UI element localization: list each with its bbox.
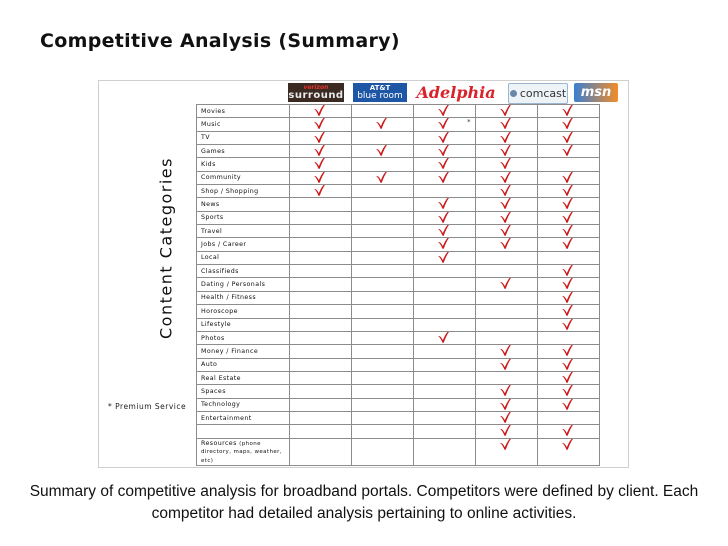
competitor-cell: [290, 438, 352, 466]
competitor-cell: [476, 398, 538, 411]
checkmark-icon: [560, 225, 577, 238]
checkmark-icon: [436, 118, 453, 131]
checkmark-icon: [498, 345, 515, 358]
category-label: [197, 251, 290, 264]
competitor-cell: [476, 238, 538, 251]
table-row: [197, 358, 600, 371]
checkmark-icon: [560, 291, 577, 304]
competitor-cell: [476, 131, 538, 144]
competitor-cell: [538, 278, 600, 291]
competitor-cell: [352, 371, 414, 384]
checkmark-icon: [436, 331, 453, 344]
competitor-cell: [290, 398, 352, 411]
category-label-text: Spaces: [201, 387, 226, 395]
checkmark-icon: [560, 185, 577, 198]
competitor-cell: [476, 145, 538, 158]
category-label-text: Real Estate: [201, 374, 241, 382]
competitor-cell: [352, 345, 414, 358]
competitor-cell: [538, 318, 600, 331]
competitor-cell: [290, 385, 352, 398]
competitor-cell: [352, 331, 414, 344]
category-label: [197, 265, 290, 278]
competitor-cell: [476, 251, 538, 264]
competitor-cell: [352, 318, 414, 331]
category-label: [197, 318, 290, 331]
checkmark-icon: [560, 438, 577, 451]
category-label-text: Horoscope: [201, 307, 238, 315]
checkmark-icon: [312, 145, 329, 158]
competitor-cell: [414, 118, 476, 131]
competitor-cell: [476, 158, 538, 171]
category-label: [197, 238, 290, 251]
competitor-cell: [290, 358, 352, 371]
checkmark-icon: [374, 171, 391, 184]
table-row: [197, 211, 600, 224]
competitor-cell: [290, 145, 352, 158]
competitor-cell: [538, 331, 600, 344]
competitor-cell: [290, 171, 352, 184]
competitor-cell: [414, 265, 476, 278]
checkmark-icon: [498, 398, 515, 411]
table-row: [197, 438, 600, 466]
competitor-cell: [476, 345, 538, 358]
category-label: [197, 278, 290, 291]
blue-room-logo-text: blue room: [357, 90, 403, 101]
category-label: [197, 118, 290, 131]
checkmark-icon: [436, 131, 453, 144]
competitor-cell: [414, 198, 476, 211]
content-categories-label: [152, 155, 180, 340]
premium-asterisk: *: [467, 118, 471, 127]
category-label: [197, 371, 290, 384]
premium-service-footnote: * Premium Service: [108, 402, 187, 411]
competitor-cell: [414, 278, 476, 291]
competitor-cell: [538, 345, 600, 358]
competitor-cell: [476, 411, 538, 424]
category-label: [197, 225, 290, 238]
page-title: Competitive Analysis (Summary): [40, 30, 400, 52]
table-row: [197, 185, 600, 198]
competitor-cell: [476, 105, 538, 118]
checkmark-icon: [560, 118, 577, 131]
checkmark-icon: [436, 171, 453, 184]
competitor-cell: [414, 238, 476, 251]
table-row: [197, 171, 600, 184]
category-label: [197, 438, 290, 466]
table-row: [197, 398, 600, 411]
table-row: [197, 371, 600, 384]
msn-logo: msn: [574, 83, 618, 102]
category-label: [197, 411, 290, 424]
att-blue-room-logo: [353, 83, 407, 102]
competitor-cell: [290, 198, 352, 211]
competitor-cell: [476, 371, 538, 384]
category-label: [197, 305, 290, 318]
category-label-text: Dating / Personals: [201, 281, 266, 289]
competitor-cell: [538, 131, 600, 144]
competitor-cell: [414, 411, 476, 424]
competitor-cell: [414, 105, 476, 118]
checkmark-icon: [498, 118, 515, 131]
competitor-cell: [290, 278, 352, 291]
checkmark-icon: [312, 118, 329, 131]
table-row: [197, 305, 600, 318]
competitor-cell: [352, 198, 414, 211]
competitor-cell: [414, 131, 476, 144]
competitor-cell: [414, 305, 476, 318]
competitor-cell: [290, 345, 352, 358]
competitor-cell: [476, 198, 538, 211]
checkmark-icon: [560, 198, 577, 211]
competitor-cell: [538, 371, 600, 384]
competitor-cell: [352, 158, 414, 171]
competitor-cell: [352, 145, 414, 158]
competitor-cell: [476, 331, 538, 344]
competitor-cell: [414, 185, 476, 198]
competitive-matrix-table: [196, 104, 600, 466]
verizon-logo-text: verizon: [303, 83, 329, 91]
checkmark-icon: [498, 145, 515, 158]
checkmark-icon: [436, 225, 453, 238]
category-label-text: Shop / Shopping: [201, 187, 259, 195]
competitor-cell: [352, 225, 414, 238]
competitor-cell: [352, 358, 414, 371]
table-row: [197, 265, 600, 278]
category-label-text: Lifestyle: [201, 321, 232, 329]
checkmark-icon: [436, 158, 453, 171]
competitor-cell: [352, 211, 414, 224]
competitor-cell: [290, 411, 352, 424]
checkmark-icon: [560, 385, 577, 398]
checkmark-icon: [560, 358, 577, 371]
checkmark-icon: [560, 171, 577, 184]
competitor-cell: [290, 371, 352, 384]
checkmark-icon: [560, 318, 577, 331]
category-label: [197, 198, 290, 211]
competitor-cell: [538, 185, 600, 198]
category-label: [197, 425, 290, 438]
checkmark-icon: [436, 105, 453, 118]
checkmark-icon: [560, 345, 577, 358]
competitor-cell: [352, 251, 414, 264]
checkmark-icon: [498, 411, 515, 424]
competitor-cell: [538, 118, 600, 131]
category-label: [197, 345, 290, 358]
competitor-cell: [476, 358, 538, 371]
competitor-cell: [352, 278, 414, 291]
competitor-cell: [476, 118, 538, 131]
checkmark-icon: [436, 145, 453, 158]
checkmark-icon: [498, 238, 515, 251]
category-label-text: Jobs / Career: [201, 241, 247, 249]
category-label: [197, 171, 290, 184]
competitor-cell: [290, 425, 352, 438]
category-label-text: Health / Fitness: [201, 294, 257, 302]
category-label-text: Photos: [201, 334, 225, 342]
competitor-cell: [290, 211, 352, 224]
category-label-text: Sports: [201, 214, 224, 222]
checkmark-icon: [498, 171, 515, 184]
competitor-cell: [352, 171, 414, 184]
competitor-cell: [290, 225, 352, 238]
category-label: [197, 211, 290, 224]
checkmark-icon: [374, 145, 391, 158]
competitor-cell: [538, 251, 600, 264]
competitor-cell: [538, 291, 600, 304]
competitor-cell: [352, 265, 414, 278]
checkmark-icon: [498, 425, 515, 438]
competitor-cell: [538, 211, 600, 224]
competitor-cell: [476, 291, 538, 304]
competitor-cell: [414, 438, 476, 466]
table-row: [197, 385, 600, 398]
competitor-cell: [414, 171, 476, 184]
category-label-text: Travel: [201, 227, 223, 235]
competitor-cell: [476, 225, 538, 238]
checkmark-icon: [498, 158, 515, 171]
competitor-cell: [538, 145, 600, 158]
category-label-text: News: [201, 201, 220, 209]
category-label-text: Movies: [201, 107, 226, 115]
table-row: [197, 251, 600, 264]
table-row: [197, 118, 600, 131]
competitor-cell: [290, 158, 352, 171]
checkmark-icon: [498, 278, 515, 291]
category-label: [197, 185, 290, 198]
table-row: [197, 425, 600, 438]
competitor-cell: [290, 331, 352, 344]
checkmark-icon: [312, 131, 329, 144]
checkmark-icon: [560, 305, 577, 318]
category-label: [197, 105, 290, 118]
category-label: [197, 358, 290, 371]
category-label: [197, 331, 290, 344]
competitor-cell: [414, 358, 476, 371]
competitor-cell: [538, 225, 600, 238]
competitor-cell: [414, 331, 476, 344]
competitor-cell: [414, 158, 476, 171]
checkmark-icon: [312, 158, 329, 171]
checkmark-icon: [498, 358, 515, 371]
table-row: [197, 345, 600, 358]
competitor-cell: [414, 225, 476, 238]
checkmark-icon: [436, 211, 453, 224]
table-row: [197, 158, 600, 171]
competitor-cell: [476, 318, 538, 331]
category-label-text: Music: [201, 121, 221, 129]
competitor-cell: [414, 291, 476, 304]
category-label-text: Resources: [201, 439, 237, 447]
table-row: [197, 278, 600, 291]
checkmark-icon: [498, 185, 515, 198]
comcast-logo-mark: [510, 90, 517, 97]
table-row: [197, 131, 600, 144]
category-label-text: Auto: [201, 361, 218, 369]
comcast-logo: [508, 83, 568, 104]
competitor-cell: [290, 318, 352, 331]
verizon-surround-logo: [288, 83, 344, 102]
checkmark-icon: [560, 131, 577, 144]
competitor-cell: [352, 385, 414, 398]
surround-logo-text: surround: [288, 89, 344, 101]
competitor-cell: [414, 398, 476, 411]
competitor-cell: [290, 185, 352, 198]
competitor-cell: [476, 305, 538, 318]
competitor-cell: [538, 265, 600, 278]
competitor-cell: [414, 318, 476, 331]
competitor-cell: [476, 278, 538, 291]
category-label-text: Entertainment: [201, 414, 252, 422]
competitor-cell: [352, 185, 414, 198]
competitor-cell: [538, 158, 600, 171]
competitor-cell: [538, 425, 600, 438]
competitor-cell: [352, 398, 414, 411]
competitor-cell: [352, 305, 414, 318]
category-label: [197, 385, 290, 398]
checkmark-icon: [312, 105, 329, 118]
category-label: [197, 158, 290, 171]
competitor-cell: [538, 238, 600, 251]
checkmark-icon: [498, 211, 515, 224]
competitor-cell: [414, 385, 476, 398]
checkmark-icon: [560, 278, 577, 291]
competitor-cell: [538, 198, 600, 211]
checkmark-icon: [498, 131, 515, 144]
competitor-cell: [290, 305, 352, 318]
checkmark-icon: [498, 385, 515, 398]
competitor-cell: [538, 411, 600, 424]
competitor-cell: [352, 411, 414, 424]
table-row: [197, 238, 600, 251]
checkmark-icon: [312, 185, 329, 198]
competitor-cell: [352, 118, 414, 131]
category-label-text: Technology: [201, 401, 241, 409]
category-label: [197, 398, 290, 411]
competitor-cell: [352, 291, 414, 304]
category-label: [197, 145, 290, 158]
competitor-cell: [290, 251, 352, 264]
checkmark-icon: [560, 211, 577, 224]
table-row: [197, 291, 600, 304]
competitor-cell: [476, 211, 538, 224]
category-label: [197, 291, 290, 304]
checkmark-icon: [560, 105, 577, 118]
checkmark-icon: [374, 118, 391, 131]
checkmark-icon: [560, 371, 577, 384]
competitor-cell: [476, 171, 538, 184]
competitor-cell: [476, 265, 538, 278]
checkmark-icon: [498, 198, 515, 211]
table-row: [197, 331, 600, 344]
category-label: [197, 131, 290, 144]
category-label-text: Local: [201, 254, 220, 262]
table-row: [197, 198, 600, 211]
competitor-cell: [352, 105, 414, 118]
competitor-cell: [414, 145, 476, 158]
category-label-text: Money / Finance: [201, 347, 259, 355]
checkmark-icon: [560, 265, 577, 278]
competitor-cell: [476, 438, 538, 466]
category-label-text: Classifieds: [201, 267, 239, 275]
competitor-cell: [290, 105, 352, 118]
competitor-cell: [290, 131, 352, 144]
competitor-cell: [476, 385, 538, 398]
competitor-cell: [414, 251, 476, 264]
table-row: [197, 145, 600, 158]
table-row: [197, 105, 600, 118]
competitor-cell: [538, 171, 600, 184]
adelphia-logo: Adelphia: [416, 83, 496, 102]
competitor-cell: [290, 118, 352, 131]
table-row: [197, 225, 600, 238]
checkmark-icon: [498, 438, 515, 451]
table-row: [197, 411, 600, 424]
table-row: [197, 318, 600, 331]
category-label-text: TV: [201, 134, 210, 142]
competitor-cell: [290, 238, 352, 251]
competitor-cell: [290, 291, 352, 304]
competitor-cell: [476, 185, 538, 198]
competitor-cell: [538, 105, 600, 118]
checkmark-icon: [560, 238, 577, 251]
checkmark-icon: [436, 251, 453, 264]
content-categories-text: Content Categories: [156, 156, 176, 339]
category-sublabel: (phone directory, maps, weather, etc): [201, 440, 282, 464]
att-logo-text: AT&T: [369, 83, 391, 92]
checkmark-icon: [560, 425, 577, 438]
competitor-cell: [414, 371, 476, 384]
category-label-text: Community: [201, 174, 242, 182]
competitor-cell: [352, 438, 414, 466]
competitor-cell: [538, 358, 600, 371]
checkmark-icon: [560, 398, 577, 411]
checkmark-icon: [498, 105, 515, 118]
competitor-cell: [290, 265, 352, 278]
competitor-cell: [414, 211, 476, 224]
comcast-logo-text: comcast: [519, 87, 567, 100]
competitor-cell: [538, 438, 600, 466]
checkmark-icon: [312, 171, 329, 184]
checkmark-icon: [498, 225, 515, 238]
competitor-cell: [352, 425, 414, 438]
checkmark-icon: [436, 198, 453, 211]
summary-caption: Summary of competitive analysis for broadband portals. Competitors were defined by client. Each competitor had detailed analysis pertaining to online activities.: [29, 483, 699, 522]
competitor-cell: [352, 131, 414, 144]
competitor-cell: [538, 305, 600, 318]
checkmark-icon: [436, 238, 453, 251]
competitor-cell: [352, 238, 414, 251]
competitor-cell: [476, 425, 538, 438]
checkmark-icon: [560, 145, 577, 158]
competitor-cell: [414, 345, 476, 358]
category-label-text: Kids: [201, 161, 216, 169]
category-label-text: Games: [201, 147, 226, 155]
competitor-cell: [414, 425, 476, 438]
competitor-cell: [538, 398, 600, 411]
competitor-cell: [538, 385, 600, 398]
